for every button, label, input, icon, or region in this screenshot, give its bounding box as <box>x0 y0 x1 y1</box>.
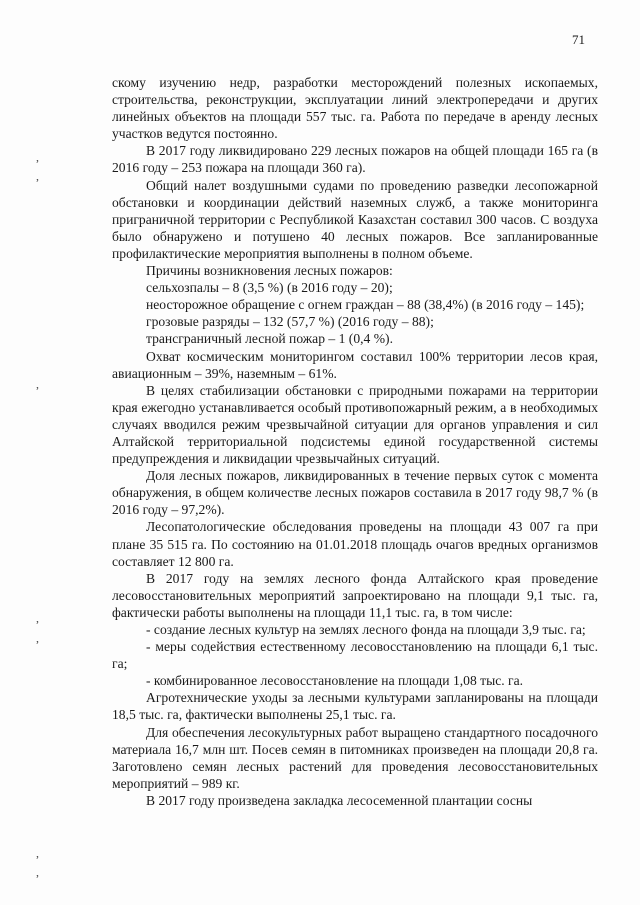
list-item: грозовые разряды – 132 (57,7 %) (2016 году – 88); <box>146 314 434 330</box>
paragraph: В целях стабилизации обстановки с природными пожарами на территории края ежегодно устанавливается особый противопожарный режим, а в необходимых случаях вводился режим чрезвычайной ситуации для органов управления и сил Алтайской территориальной подсистемы единой государственной системы предупреждения и ликвидации чрезвычайных ситуаций. <box>112 382 598 467</box>
paragraph: Лесопатологические обследования проведены на площади 43 007 га при плане 35 515 га. По состоянию на 01.01.2018 площадь очагов вредных организмов составляет 12 800 га. <box>112 519 598 569</box>
paragraph: Для обеспечения лесокультурных работ выращено стандартного посадочного материала 16,7 млн шт. Посев семян в питомниках произведен на площади 20,8 га. Заготовлено семян лесных растений для проведения лесовосстановительных мероприятий – 989 кг. <box>112 724 598 791</box>
paragraph: В 2017 году ликвидировано 229 лесных пожаров на общей площади 165 га (в 2016 году – 253 пожара на площади 360 га). <box>112 143 598 176</box>
margin-mark: , <box>36 865 39 879</box>
margin-mark: , <box>36 377 39 391</box>
margin-mark: , <box>36 150 39 164</box>
paragraph: Агротехнические уходы за лесными культурами запланированы на площади 18,5 тыс. га, фактически выполнены 25,1 тыс. га. <box>112 690 598 723</box>
margin-mark: , <box>36 611 39 625</box>
margin-mark: , <box>36 846 39 860</box>
paragraph: В 2017 году произведена закладка лесосеменной плантации сосны <box>146 792 533 808</box>
margin-mark: , <box>36 631 39 645</box>
page-number: 71 <box>572 32 585 47</box>
paragraph: скому изучению недр, разработки месторождений полезных ископаемых, строительства, реконструкции, эксплуатации линий электропередачи и других линейных объектов на площади 557 тыс. га. Работа по передаче в аренду лесных участков ведутся постоянно. <box>112 75 598 142</box>
list-item: сельхозпалы – 8 (3,5 %) (в 2016 году – 20); <box>146 280 393 296</box>
list-item: - комбинированное лесовосстановление на площади 1,08 тыс. га. <box>146 673 524 689</box>
list-item: трансграничный лесной пожар – 1 (0,4 %). <box>146 331 393 347</box>
list-item: - создание лесных культур на землях лесного фонда на площади 3,9 тыс. га; <box>146 622 586 637</box>
margin-mark: , <box>36 169 39 183</box>
list-item: - меры содействия естественному лесовосстановлению на площади 6,1 тыс. га; <box>112 639 598 672</box>
body-text <box>112 74 598 809</box>
paragraph: В 2017 году на землях лесного фонда Алтайского края проведение лесовосстановительных мероприятий запроектировано на площади 9,1 тыс. га, фактически работы выполнены на площади 11,1 тыс. га, в том числе: <box>112 570 598 620</box>
list-heading: Причины возникновения лесных пожаров: <box>146 263 393 279</box>
paragraph: Охват космическим мониторингом составил 100% территории лесов края, авиационным – 39%, наземным – 61%. <box>112 348 598 381</box>
paragraph: Общий налет воздушными судами по проведению разведки лесопожарной обстановки и координации действий наземных служб, а также мониторинга приграничной территории с Республикой Казахстан составил 300 часов. С воздуха было обнаружено и потушено 40 лесных пожаров. Все запланированные профилактические мероприятия выполнены в полном объеме. <box>112 177 598 261</box>
list-item: неосторожное обращение с огнем граждан – 88 (38,4%) (в 2016 году – 145); <box>146 297 585 313</box>
paragraph: Доля лесных пожаров, ликвидированных в течение первых суток с момента обнаружения, в общем количестве лесных пожаров составила в 2017 году 98,7 % (в 2016 году – 97,2%). <box>112 468 598 518</box>
